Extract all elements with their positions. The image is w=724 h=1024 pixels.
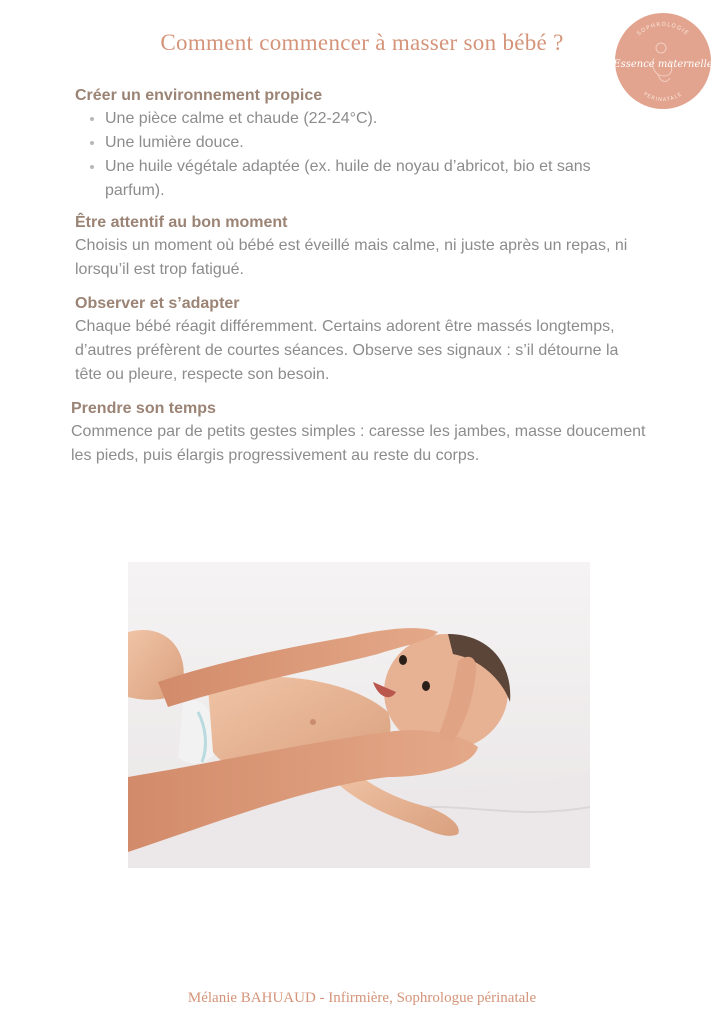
logo-name: Essence maternelle xyxy=(614,59,712,70)
section-timing xyxy=(75,212,640,282)
section-heading: Observer et s’adapter xyxy=(75,295,240,312)
section-text: Commence par de petits gestes simples : caresse les jambes, masse doucement les pieds, puis élargis progressivement au reste du corps. xyxy=(71,423,646,464)
list-item: • Une lumière douce. xyxy=(105,131,665,155)
section-heading: Créer un environnement propice xyxy=(75,87,323,104)
section-text: Chaque bébé réagit différemment. Certains adorent être massés longtemps, d’autres préfèrent de courtes séances. Observe ses signaux : s’il détourne la tête ou pleure, respecte son besoin. xyxy=(75,318,619,383)
section-heading: Être attentif au bon moment xyxy=(75,214,288,231)
section-take-time xyxy=(71,398,656,468)
section-environment xyxy=(75,85,665,203)
section-observe xyxy=(75,293,645,387)
page-footer: Mélanie BAHUAUD - Infirmière, Sophrologue périnatale xyxy=(187,990,537,1006)
logo-arc-bottom: PERINATALE xyxy=(642,91,684,104)
logo-arc-top: SOPHROLOGIE xyxy=(636,21,690,38)
page-title: Comment commencer à masser son bébé ? xyxy=(160,30,564,55)
section-text: Choisis un moment où bébé est éveillé mais calme, ni juste après un repas, ni lorsqu’il est trop fatigué. xyxy=(75,237,628,278)
baby-massage-photo xyxy=(128,562,590,868)
section-heading: Prendre son temps xyxy=(71,400,216,417)
list-item: • Une pièce calme et chaude (22-24°C). xyxy=(105,107,665,131)
environment-list xyxy=(75,107,665,203)
list-item: • Une huile végétale adaptée (ex. huile de noyau d’abricot, bio et sans parfum). xyxy=(105,155,645,203)
